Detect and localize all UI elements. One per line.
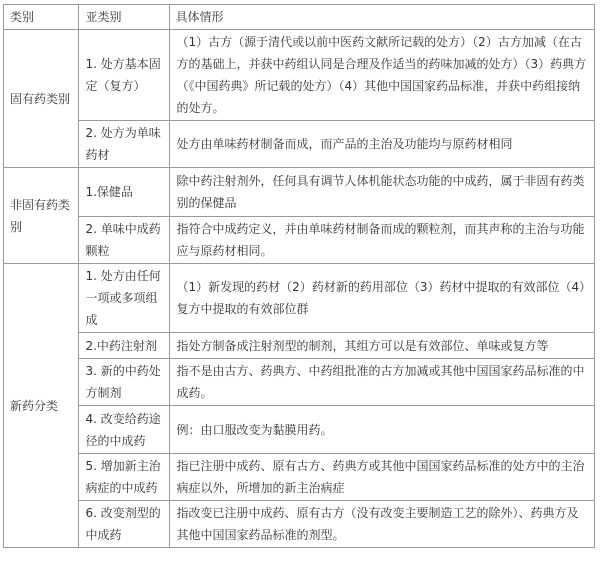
subcategory-cell: 1.保健品 [79, 168, 169, 217]
classification-table [3, 4, 595, 548]
table-row [4, 121, 595, 168]
details-cell: 指符合中成药定义，并由单味药材制备而成的颗粒剂，而其声称的主治与功能应与原药材相同。 [169, 217, 594, 264]
subcategory-cell: 6. 改变剂型的中成药 [79, 501, 169, 548]
subcategory-cell: 5. 增加新主治病症的中成药 [79, 454, 169, 501]
table-row [4, 406, 595, 454]
details-cell: （1）新发现的药材（2）药材新的药用部位（3）药材中提取的有效部位（4）复方中提取的有效部位群 [169, 264, 594, 333]
table-row [4, 454, 595, 501]
details-cell: （1）古方（源于清代或以前中医药文献所记载的处方）（2）古方加减（在古方的基础上，并获中药组认同是合理及作适当的药味加减的处方）（3）药典方（《中国药典》所记载的处方）（4）其他中国国家药品标准，并获中药组接纳的处方。 [169, 30, 594, 121]
category-cell: 新药分类 [4, 264, 79, 548]
table-row [4, 30, 595, 121]
details-cell: 处方由单味药材制备而成，而产品的主治及功能均与原药材相同 [169, 121, 594, 168]
category-cell: 非固有药类别 [4, 168, 79, 264]
details-cell: 指已注册中成药、原有古方、药典方或其他中国国家药品标准的处方中的主治病症以外，所增加的新主治病症 [169, 454, 594, 501]
subcategory-cell: 1. 处方基本固定（复方） [79, 30, 169, 121]
category-cell: 固有药类别 [4, 30, 79, 168]
table-header-row [4, 5, 595, 30]
subcategory-cell: 4. 改变给药途径的中成药 [79, 406, 169, 454]
subcategory-cell: 2. 单味中成药颗粒 [79, 217, 169, 264]
table-row [4, 217, 595, 264]
details-cell: 例：由口服改变为黏膜用药。 [169, 406, 594, 454]
subcategory-cell: 1. 处方由任何一项或多项组成 [79, 264, 169, 333]
details-cell: 指处方制备成注射剂型的制剂，其组方可以是有效部位、单味或复方等 [169, 333, 594, 359]
table-row [4, 333, 595, 359]
header-subcategory: 亚类别 [79, 5, 169, 30]
table-row [4, 359, 595, 406]
header-details: 具体情形 [169, 5, 594, 30]
table-row [4, 168, 595, 217]
subcategory-cell: 2.中药注射剂 [79, 333, 169, 359]
table-row [4, 501, 595, 548]
subcategory-cell: 2. 处方为单味药材 [79, 121, 169, 168]
table-row [4, 264, 595, 333]
details-cell: 除中药注射剂外，任何具有调节人体机能状态功能的中成药，属于非固有药类别的保健品 [169, 168, 594, 217]
details-cell: 指改变已注册中成药、原有古方（没有改变主要制造工艺的除外）、药典方及其他中国国家药品标准的剂型。 [169, 501, 594, 548]
header-category: 类别 [4, 5, 79, 30]
details-cell: 指不是由古方、药典方、中药组批准的古方加减或其他中国国家药品标准的中成药。 [169, 359, 594, 406]
subcategory-cell: 3. 新的中药处方制剂 [79, 359, 169, 406]
